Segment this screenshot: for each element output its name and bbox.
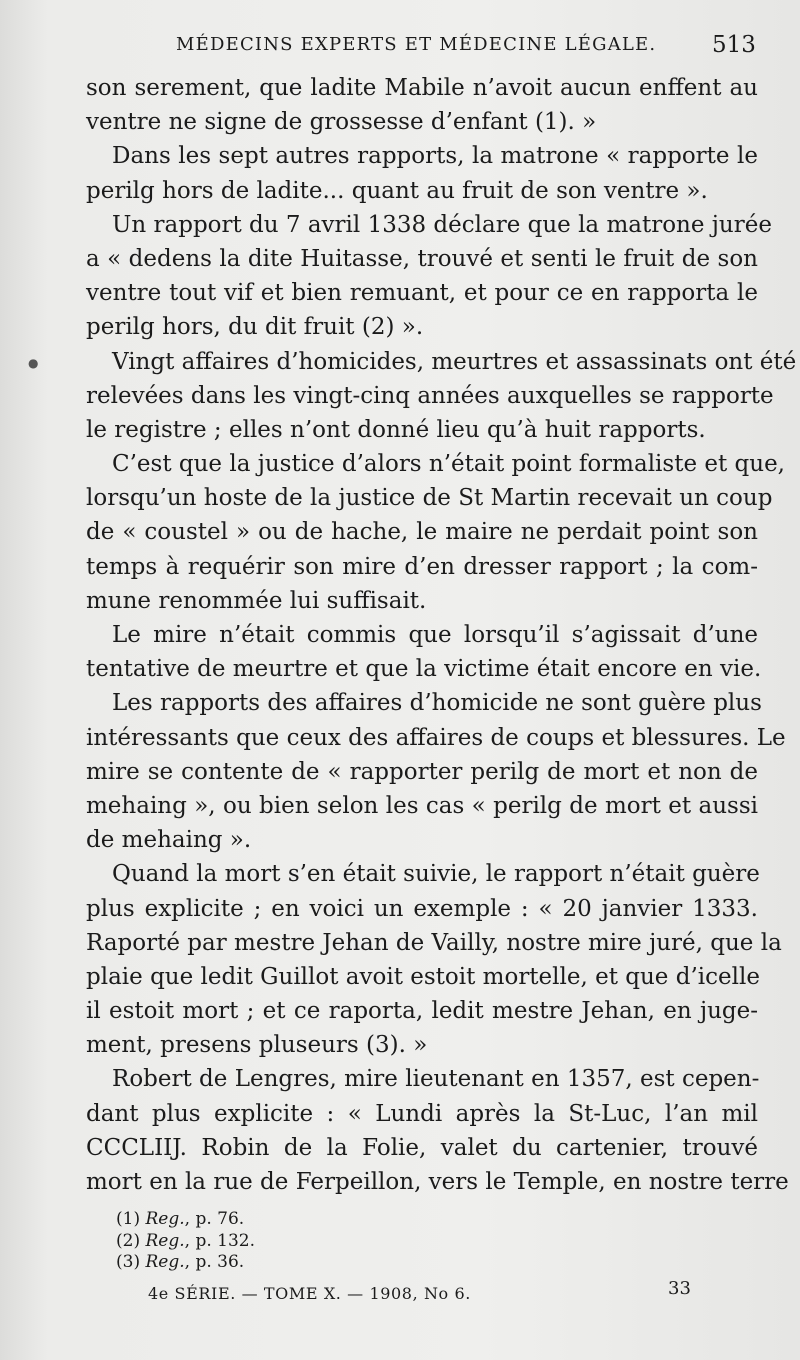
footnote: [116, 1231, 255, 1253]
running-head: [0, 34, 800, 64]
footnote-page: , p. 132.: [184, 1230, 256, 1251]
sheet-number: 33: [668, 1278, 691, 1299]
footnote-number: (1): [116, 1209, 141, 1229]
running-title: MÉDECINS EXPERTS ET MÉDECINE LÉGALE.: [176, 34, 657, 55]
footnote-page: , p. 36.: [184, 1252, 245, 1272]
text-line: de « coustel » ou de hache, le maire ne perdait point son: [86, 519, 758, 546]
footnote-number: (2): [116, 1230, 141, 1251]
footnote-reference: Reg.: [145, 1209, 185, 1229]
text-line: Robert de Lengres, mire lieutenant en 1357, est cepen-: [112, 1066, 760, 1093]
text-line: Vingt affaires d’homicides, meurtres et assassinats ont été: [112, 348, 797, 375]
text-line: dant plus explicite : « Lundi après la St-Luc, l’an mil: [86, 1100, 758, 1127]
text-line: le registre ; elles n’ont donné lieu qu’à huit rapports.: [86, 416, 706, 443]
footnote: [116, 1209, 255, 1231]
footnotes: [116, 1209, 255, 1274]
text-line: mire se contente de « rapporter perilg de mort et non de: [86, 758, 758, 785]
text-line: Dans les sept autres rapports, la matrone « rapporte le: [112, 143, 758, 170]
text-line: tentative de meurtre et que la victime était encore en vie.: [86, 656, 762, 683]
text-line: Raporté par mestre Jehan de Vailly, nostre mire juré, que la: [86, 929, 782, 956]
text-line: perilg hors, du dit fruit (2) ».: [86, 314, 424, 341]
text-line: lorsqu’un hoste de la justice de St Martin recevait un coup: [86, 485, 773, 512]
footnote-page: , p. 76.: [184, 1209, 245, 1229]
margin-bullet: ●: [28, 356, 39, 370]
text-line: Les rapports des affaires d’homicide ne sont guère plus: [112, 690, 762, 717]
text-line: a « dedens la dite Huitasse, trouvé et senti le fruit de son: [86, 245, 758, 272]
text-line: plaie que ledit Guillot avoit estoit mortelle, et que d’icelle: [86, 963, 760, 990]
text-line: ventre ne signe de grossesse d’enfant (1). »: [86, 109, 597, 136]
text-line: relevées dans les vingt-cinq années auxquelles se rapporte: [86, 382, 774, 409]
text-line: il estoit mort ; et ce raporta, ledit mestre Jehan, en juge-: [86, 998, 758, 1025]
footnote: [116, 1252, 255, 1274]
text-line: Le mire n’était commis que lorsqu’il s’agissait d’une: [112, 622, 758, 648]
text-line: mune renommée lui suffisait.: [86, 587, 427, 614]
text-line: temps à requérir son mire d’en dresser rapport ; la com-: [86, 553, 758, 580]
text-line: ment, presens pluseurs (3). »: [86, 1032, 428, 1059]
footnote-reference: Reg.: [145, 1252, 185, 1272]
text-line: mort en la rue de Ferpeillon, vers le Temple, en nostre terre: [86, 1169, 789, 1195]
signature-line: 4e SÉRIE. — TOME X. — 1908, No 6.: [148, 1284, 471, 1303]
text-line: CCCLIIJ. Robin de la Folie, valet du cartenier, trouvé: [86, 1134, 758, 1161]
text-line: C’est que la justice d’alors n’était point formaliste et que,: [112, 451, 785, 478]
text-line: Quand la mort s’en était suivie, le rapport n’était guère: [112, 861, 760, 888]
text-line: mehaing », ou bien selon les cas « perilg de mort et aussi: [86, 792, 758, 819]
page-number: 513: [712, 32, 756, 58]
footnote-number: (3): [116, 1252, 141, 1272]
text-line: ventre tout vif et bien remuant, et pour ce en rapporta le: [86, 280, 758, 307]
text-line: perilg hors de ladite... quant au fruit de son ventre ».: [86, 177, 708, 204]
text-line: Un rapport du 7 avril 1338 déclare que la matrone jurée: [112, 211, 772, 238]
body-text: [86, 71, 797, 1199]
footnote-reference: Reg.: [145, 1230, 185, 1251]
text-line: son serement, que ladite Mabile n’avoit aucun enffent au: [86, 75, 758, 101]
text-line: intéressants que ceux des affaires de coups et blessures. Le: [86, 724, 786, 751]
text-line: plus explicite ; en voici un exemple : « 20 janvier 1333.: [86, 895, 758, 922]
text-line: de mehaing ».: [86, 827, 252, 854]
